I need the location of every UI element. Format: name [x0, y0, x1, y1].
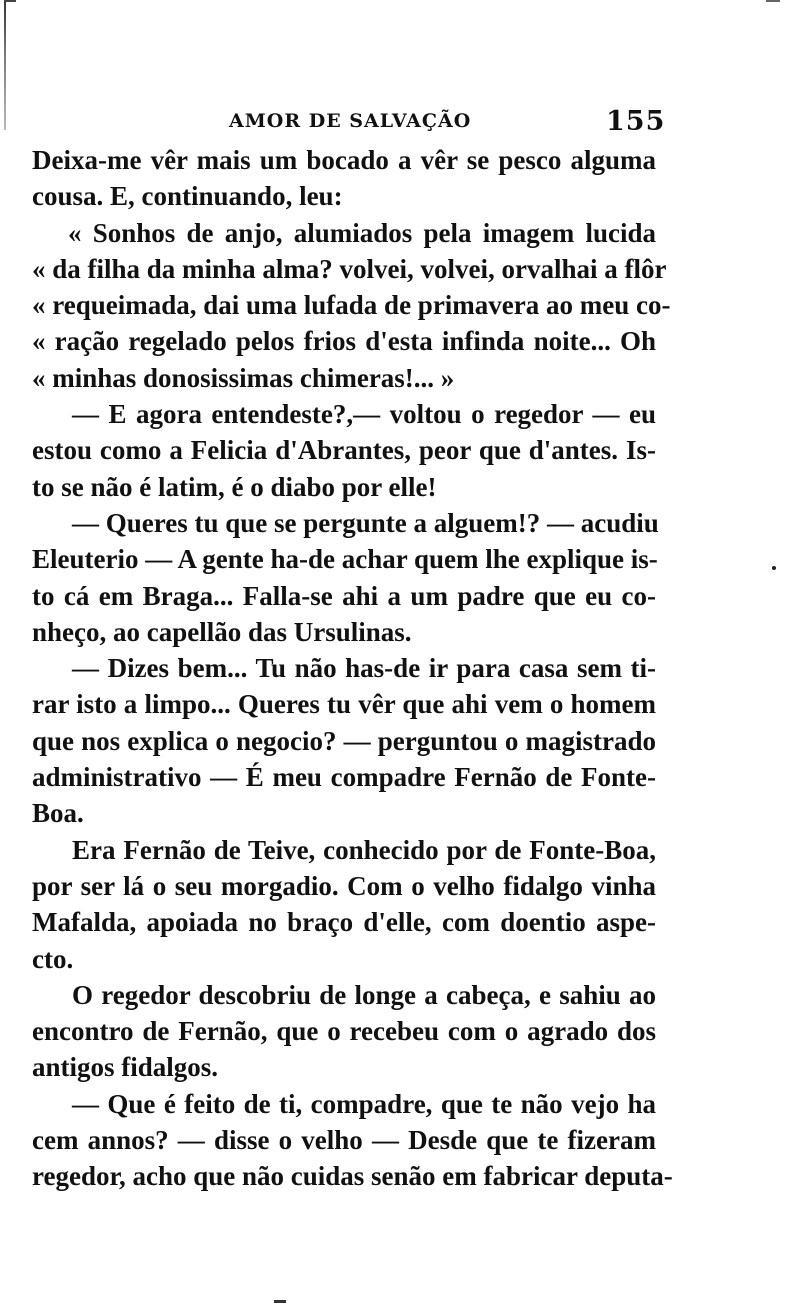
text-line: cem annos? — disse o velho — Desde que te fizeram: [32, 1125, 656, 1156]
text-line: Era Fernão de Teive, conhecido por de Fonte-Boa,: [72, 834, 656, 865]
text-line: antigos fidalgos.: [32, 1052, 219, 1083]
text-line: por ser lá o seu morgadio. Com o velho fidalgo vinha: [32, 870, 656, 901]
text-line: nheço, ao capellão das Ursulinas.: [32, 616, 412, 647]
text-line: encontro de Fernão, que o recebeu com o agrado dos: [32, 1016, 656, 1047]
text-line: — E agora entendeste?,— voltou o regedor — eu: [72, 399, 656, 430]
bottom-mark: [274, 1300, 286, 1303]
text-line: O regedor descobriu de longe a cabeça, e sahiu ao: [72, 979, 656, 1010]
text-line: Boa.: [32, 798, 84, 829]
text-line: — Dizes bem... Tu não has-de ir para casa sem ti-: [72, 653, 656, 684]
text-line: — Queres tu que se pergunte a alguem!? — acudiu: [72, 507, 659, 538]
text-line: to cá em Braga... Falla-se ahi a um padre que eu co-: [32, 580, 656, 611]
text-line: administrativo — É meu compadre Fernão de Fonte-: [32, 762, 656, 793]
page-number: 155: [606, 106, 666, 137]
text-line: « Sonhos de anjo, alumiados pela imagem lucida: [68, 217, 656, 248]
text-line: Eleuterio — A gente ha-de achar quem lhe explique is-: [32, 544, 658, 575]
scan-speck: [772, 566, 776, 570]
text-line: « ração regelado pelos frios d'esta infinda noite... Oh: [32, 326, 656, 357]
text-line: cousa. E, continuando, leu:: [32, 181, 343, 212]
page-edge-tick: [4, 0, 16, 2]
text-line: cto.: [32, 943, 74, 974]
text-line: Mafalda, apoiada no braço d'elle, com doentio aspe-: [32, 907, 656, 938]
text-line: que nos explica o negocio? — perguntou o magistrado: [32, 725, 656, 756]
running-title: AMOR DE SALVAÇÃO: [229, 110, 472, 132]
page-header: [0, 108, 800, 142]
text-line: « requeimada, dai uma lufada de primavera ao meu co-: [32, 290, 671, 321]
corner-mark: [766, 0, 780, 2]
text-line: regedor, acho que não cuidas senão em fabricar deputa-: [32, 1161, 673, 1192]
text-line: estou como a Felicia d'Abrantes, peor que d'antes. Is-: [32, 435, 656, 466]
body-text: [32, 142, 673, 1195]
text-line: to se não é latim, é o diabo por elle!: [32, 471, 437, 502]
text-line: « da filha da minha alma? volvei, volvei, orvalhai a flôr: [32, 253, 667, 284]
text-line: Deixa-me vêr mais um bocado a vêr se pesco alguma: [32, 145, 656, 175]
text-line: « minhas donosissimas chimeras!... »: [32, 362, 455, 393]
text-line: — Que é feito de ti, compadre, que te não vejo ha: [72, 1088, 656, 1119]
text-line: rar isto a limpo... Queres tu vêr que ahi vem o homem: [32, 689, 656, 720]
